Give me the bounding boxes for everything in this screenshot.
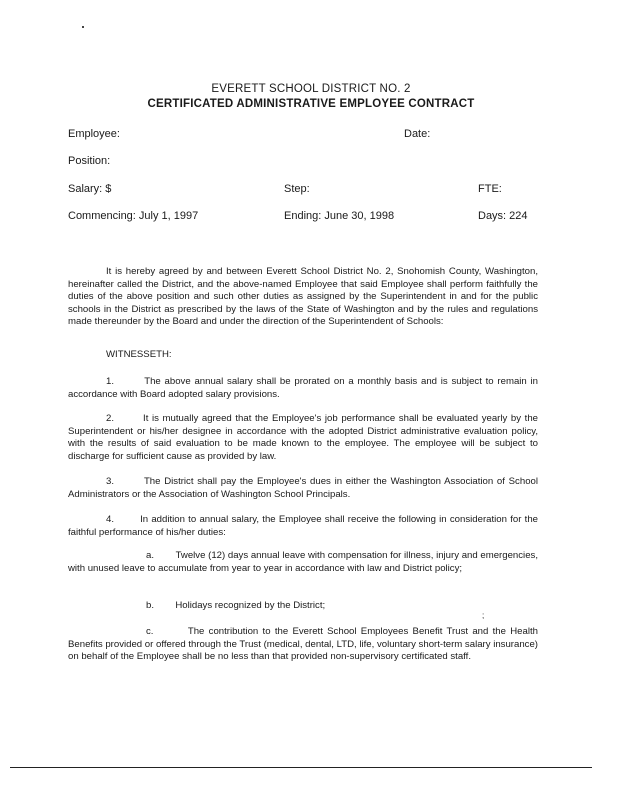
clause-4b: b. Holidays recognized by the District; <box>146 600 326 611</box>
clause-2: 2. It is mutually agreed that the Employee's job performance shall be evaluated yearly by the Superintendent or his/her designee in accordance with the adopted District administrative evaluation policy, with the results of said evaluation to be made known to the employee. The employee will be subject to discharge for sufficient cause as provided by law. <box>68 413 539 462</box>
ending-date: Ending: June 30, 1998 <box>284 210 395 222</box>
clause-4c: c. The contribution to the Everett School Employees Benefit Trust and the Health Benefits provided or offered through the Trust (medical, dental, LTD, life, voluntary short-term salary insurance) on behalf of the Employee shall be no less than that provided non-supervisory certificated staff. <box>68 626 538 662</box>
clause-4: 4. In addition to annual salary, the Employee shall receive the following in consideration for the faithful performance of his/her duties: <box>68 514 538 538</box>
clause-4a: a. Twelve (12) days annual leave with compensation for illness, injury and emergencies, with unused leave to accumulate from year to year in accordance with law and District policy; <box>68 550 538 574</box>
scan-mark: ; <box>482 611 485 620</box>
employee-label: Employee: <box>68 128 120 140</box>
witnesseth-heading: WITNESSETH: <box>106 349 172 360</box>
salary-label: Salary: $ <box>68 183 112 195</box>
contract-days: Days: 224 <box>478 210 528 222</box>
footer-divider <box>10 767 592 768</box>
contract-title: CERTIFICATED ADMINISTRATIVE EMPLOYEE CONTRACT <box>147 98 475 110</box>
scan-speck <box>82 26 84 28</box>
intro-paragraph: It is hereby agreed by and between Everett School District No. 2, Snohomish County, Washington, hereinafter called the District, and the above-named Employee that said Employee shall perform faithfully the duties of the above position and such other duties as assigned by the Superintendent in and for the public schools in the District as prescribed by the laws of the State of Washington and by the rules and regulations made thereunder by the Board and under the direction of the Superintendent of Schools: <box>68 266 538 327</box>
step-label: Step: <box>284 183 310 195</box>
date-label: Date: <box>404 128 431 140</box>
district-title: EVERETT SCHOOL DISTRICT NO. 2 <box>211 83 411 95</box>
fte-label: FTE: <box>478 183 502 195</box>
position-label: Position: <box>68 155 111 167</box>
clause-1: 1. The above annual salary shall be prorated on a monthly basis and is subject to remain in accordance with Board adopted salary provisions. <box>68 376 538 400</box>
clause-3: 3. The District shall pay the Employee's dues in either the Washington Association of School Administrators or the Association of Washington School Principals. <box>68 476 538 500</box>
commencing-date: Commencing: July 1, 1997 <box>68 210 199 222</box>
